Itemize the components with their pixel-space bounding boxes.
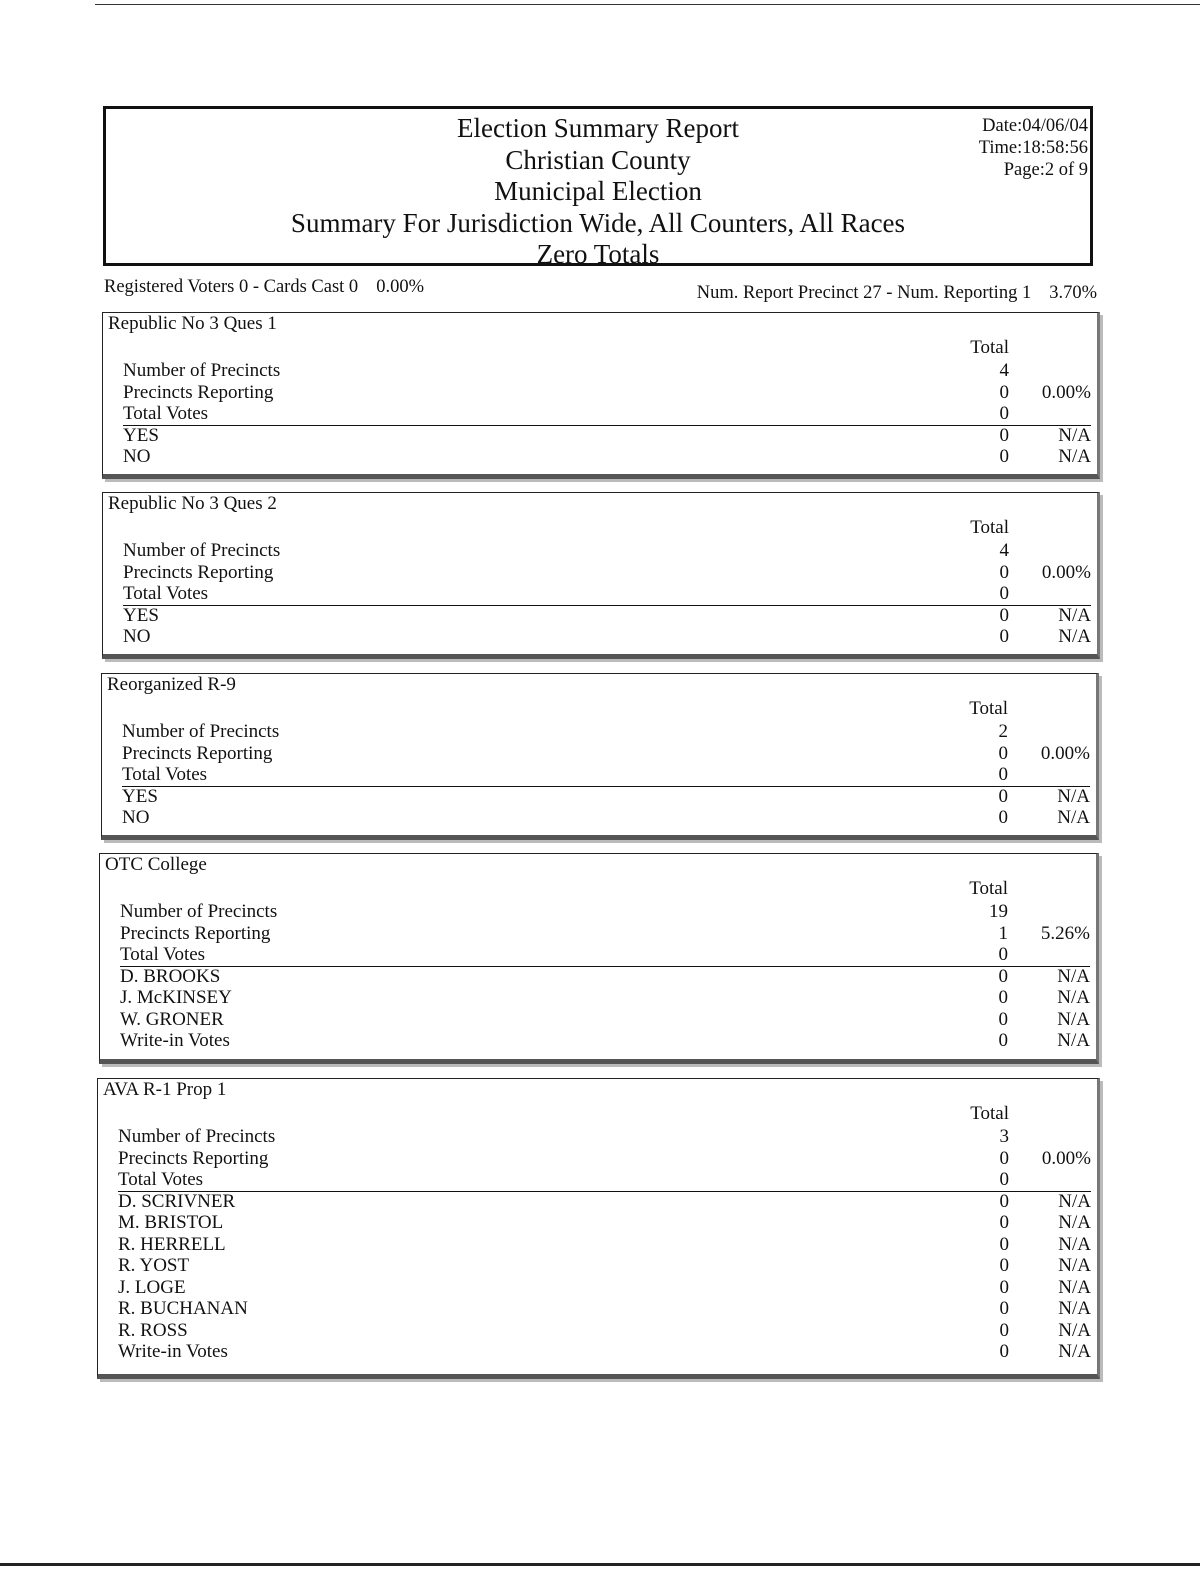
race-box — [99, 853, 1099, 1064]
race-box — [101, 673, 1099, 840]
choice-percent: N/A — [1058, 446, 1091, 467]
choice-percent: N/A — [1058, 1212, 1091, 1233]
choice-votes: 0 — [998, 1008, 1008, 1030]
stat-row — [123, 583, 1091, 605]
total-column-header: Total — [970, 337, 1009, 358]
totals-label: Zero Totals — [536, 239, 660, 269]
stat-label: Precincts Reporting — [122, 742, 273, 764]
stat-label: Precincts Reporting — [123, 381, 274, 403]
stat-row — [123, 562, 1091, 584]
choice-percent: N/A — [1058, 424, 1091, 446]
race-rows — [120, 901, 1090, 1052]
choice-row — [118, 1320, 1091, 1342]
choice-name: YES — [122, 785, 158, 807]
precinct-reporting-percent: 3.70% — [1049, 283, 1097, 303]
stat-label: Total Votes — [123, 403, 209, 424]
choice-name: Write-in Votes — [120, 1030, 230, 1051]
stat-label: Total Votes — [123, 583, 209, 604]
stat-value: 0 — [999, 583, 1009, 604]
stat-row — [118, 1169, 1091, 1191]
choice-row — [120, 966, 1090, 988]
election-name: Municipal Election — [494, 176, 702, 206]
total-column-header: Total — [969, 698, 1008, 719]
choice-name: NO — [123, 446, 151, 467]
choice-row — [120, 1009, 1090, 1031]
report-time: Time:18:58:56 — [978, 138, 1088, 158]
stat-row — [123, 540, 1091, 562]
precinct-reporting-text: Num. Report Precinct 27 - Num. Reporting 1 — [696, 283, 1032, 303]
stat-value: 19 — [989, 901, 1008, 922]
choice-percent: N/A — [1058, 1298, 1091, 1319]
choice-percent: N/A — [1057, 785, 1090, 807]
choice-votes: 0 — [999, 1190, 1009, 1212]
choice-votes: 0 — [999, 1212, 1009, 1233]
stat-percent: 0.00% — [1041, 1147, 1091, 1169]
stat-label: Total Votes — [118, 1169, 204, 1190]
race-title: Republic No 3 Ques 1 — [108, 313, 277, 334]
stat-value: 0 — [999, 561, 1009, 583]
stat-row — [120, 901, 1090, 923]
choice-name: W. GRONER — [120, 1008, 224, 1030]
choice-percent: N/A — [1058, 604, 1091, 626]
choice-votes: 0 — [999, 1233, 1009, 1255]
choice-percent: N/A — [1057, 807, 1090, 828]
header-meta — [979, 115, 1088, 181]
report-title: Election Summary Report — [457, 113, 739, 143]
top-scan-rule — [95, 4, 1200, 5]
choice-row — [123, 626, 1091, 648]
choice-votes: 0 — [998, 987, 1008, 1008]
choice-name: R. YOST — [118, 1255, 190, 1276]
stat-row — [123, 403, 1091, 425]
race-rows — [123, 360, 1091, 468]
choice-votes: 0 — [998, 1030, 1008, 1051]
stat-percent: 0.00% — [1041, 381, 1091, 403]
stat-row — [123, 360, 1091, 382]
race-rows — [122, 721, 1090, 829]
choice-row — [122, 786, 1090, 808]
choice-votes: 0 — [998, 965, 1008, 987]
report-header — [103, 106, 1093, 269]
choice-percent: N/A — [1058, 1255, 1091, 1276]
choice-votes: 0 — [998, 785, 1008, 807]
stat-value: 0 — [999, 1147, 1009, 1169]
choice-votes: 0 — [999, 446, 1009, 467]
choice-name: M. BRISTOL — [118, 1212, 224, 1233]
page-number: Page:2 of 9 — [1003, 160, 1088, 180]
stat-row — [118, 1148, 1091, 1170]
stat-row — [120, 923, 1090, 945]
race-title: AVA R-1 Prop 1 — [103, 1079, 227, 1100]
stat-value: 4 — [999, 360, 1009, 381]
choice-row — [118, 1234, 1091, 1256]
stat-percent: 5.26% — [1040, 922, 1090, 944]
choice-percent: N/A — [1057, 1030, 1090, 1051]
stat-value: 4 — [999, 540, 1009, 561]
choice-name: D. BROOKS — [120, 965, 221, 987]
choice-name: R. BUCHANAN — [118, 1298, 248, 1319]
stat-label: Total Votes — [122, 764, 208, 785]
stat-value: 3 — [999, 1126, 1009, 1147]
choice-percent: N/A — [1058, 1190, 1091, 1212]
header-titles — [106, 113, 1090, 271]
choice-votes: 0 — [999, 604, 1009, 626]
race-title: Republic No 3 Ques 2 — [108, 493, 277, 514]
report-date: Date:04/06/04 — [982, 116, 1088, 136]
choice-name: YES — [123, 604, 159, 626]
stat-label: Number of Precincts — [120, 901, 278, 922]
stat-value: 0 — [999, 1169, 1009, 1190]
choice-votes: 0 — [999, 1255, 1009, 1276]
stat-row — [118, 1126, 1091, 1148]
choice-row — [123, 425, 1091, 447]
choice-row — [123, 605, 1091, 627]
choice-name: J. LOGE — [118, 1276, 186, 1298]
race-title: OTC College — [105, 854, 207, 875]
choice-row — [118, 1298, 1091, 1320]
stat-percent: 0.00% — [1041, 561, 1091, 583]
race-box — [102, 492, 1100, 659]
choice-votes: 0 — [998, 807, 1008, 828]
choice-votes: 0 — [999, 424, 1009, 446]
choice-name: R. HERRELL — [118, 1233, 226, 1255]
choice-name: J. McKINSEY — [120, 987, 232, 1008]
race-title: Reorganized R-9 — [107, 674, 236, 695]
total-column-header: Total — [970, 517, 1009, 538]
stat-label: Number of Precincts — [118, 1126, 276, 1147]
registered-voters-text: Registered Voters 0 - Cards Cast 0 — [104, 277, 359, 297]
stat-label: Precincts Reporting — [118, 1147, 269, 1169]
stat-value: 0 — [998, 742, 1008, 764]
total-column-header: Total — [969, 878, 1008, 899]
stat-value: 0 — [999, 403, 1009, 424]
choice-votes: 0 — [999, 1341, 1009, 1362]
choice-percent: N/A — [1058, 1341, 1091, 1362]
race-box — [102, 312, 1100, 479]
stat-label: Precincts Reporting — [123, 561, 274, 583]
choice-row — [118, 1341, 1091, 1363]
stat-label: Number of Precincts — [123, 360, 281, 381]
choice-percent: N/A — [1057, 1008, 1090, 1030]
choice-row — [120, 987, 1090, 1009]
stat-value: 1 — [998, 922, 1008, 944]
race-box — [97, 1078, 1100, 1379]
choice-row — [118, 1191, 1091, 1213]
stat-label: Number of Precincts — [123, 540, 281, 561]
stat-row — [120, 944, 1090, 966]
choice-row — [118, 1277, 1091, 1299]
race-rows — [123, 540, 1091, 648]
stat-value: 0 — [999, 381, 1009, 403]
choice-votes: 0 — [999, 1319, 1009, 1341]
choice-name: R. ROSS — [118, 1319, 188, 1341]
stat-value: 2 — [998, 721, 1008, 742]
stat-value: 0 — [998, 764, 1008, 785]
precinct-reporting-summary — [697, 283, 1097, 304]
stat-row — [122, 764, 1090, 786]
choice-name: Write-in Votes — [118, 1341, 228, 1362]
choice-votes: 0 — [999, 1298, 1009, 1319]
choice-votes: 0 — [999, 626, 1009, 647]
choice-percent: N/A — [1057, 987, 1090, 1008]
choice-name: D. SCRIVNER — [118, 1190, 236, 1212]
choice-percent: N/A — [1058, 1319, 1091, 1341]
choice-percent: N/A — [1058, 1276, 1091, 1298]
choice-row — [118, 1255, 1091, 1277]
report-scope: Summary For Jurisdiction Wide, All Counters, All Races — [290, 207, 906, 238]
choice-row — [123, 446, 1091, 468]
choice-name: YES — [123, 424, 159, 446]
choice-percent: N/A — [1058, 626, 1091, 647]
stat-row — [122, 743, 1090, 765]
cards-cast-percent: 0.00% — [376, 277, 424, 297]
choice-votes: 0 — [999, 1276, 1009, 1298]
choice-percent: N/A — [1058, 1233, 1091, 1255]
choice-percent: N/A — [1057, 965, 1090, 987]
choice-row — [122, 807, 1090, 829]
stat-label: Number of Precincts — [122, 721, 280, 742]
choice-row — [118, 1212, 1091, 1234]
total-column-header: Total — [970, 1103, 1009, 1124]
stat-label: Total Votes — [120, 944, 206, 965]
stat-percent: 0.00% — [1040, 742, 1090, 764]
choice-name: NO — [122, 807, 150, 828]
stat-value: 0 — [998, 944, 1008, 965]
bottom-scan-rule — [0, 1563, 1200, 1566]
stat-label: Precincts Reporting — [120, 922, 271, 944]
stat-row — [122, 721, 1090, 743]
choice-row — [120, 1030, 1090, 1052]
stat-row — [123, 382, 1091, 404]
county-name: Christian County — [505, 144, 691, 175]
registered-voters-summary — [104, 277, 424, 298]
race-rows — [118, 1126, 1091, 1363]
choice-name: NO — [123, 626, 151, 647]
